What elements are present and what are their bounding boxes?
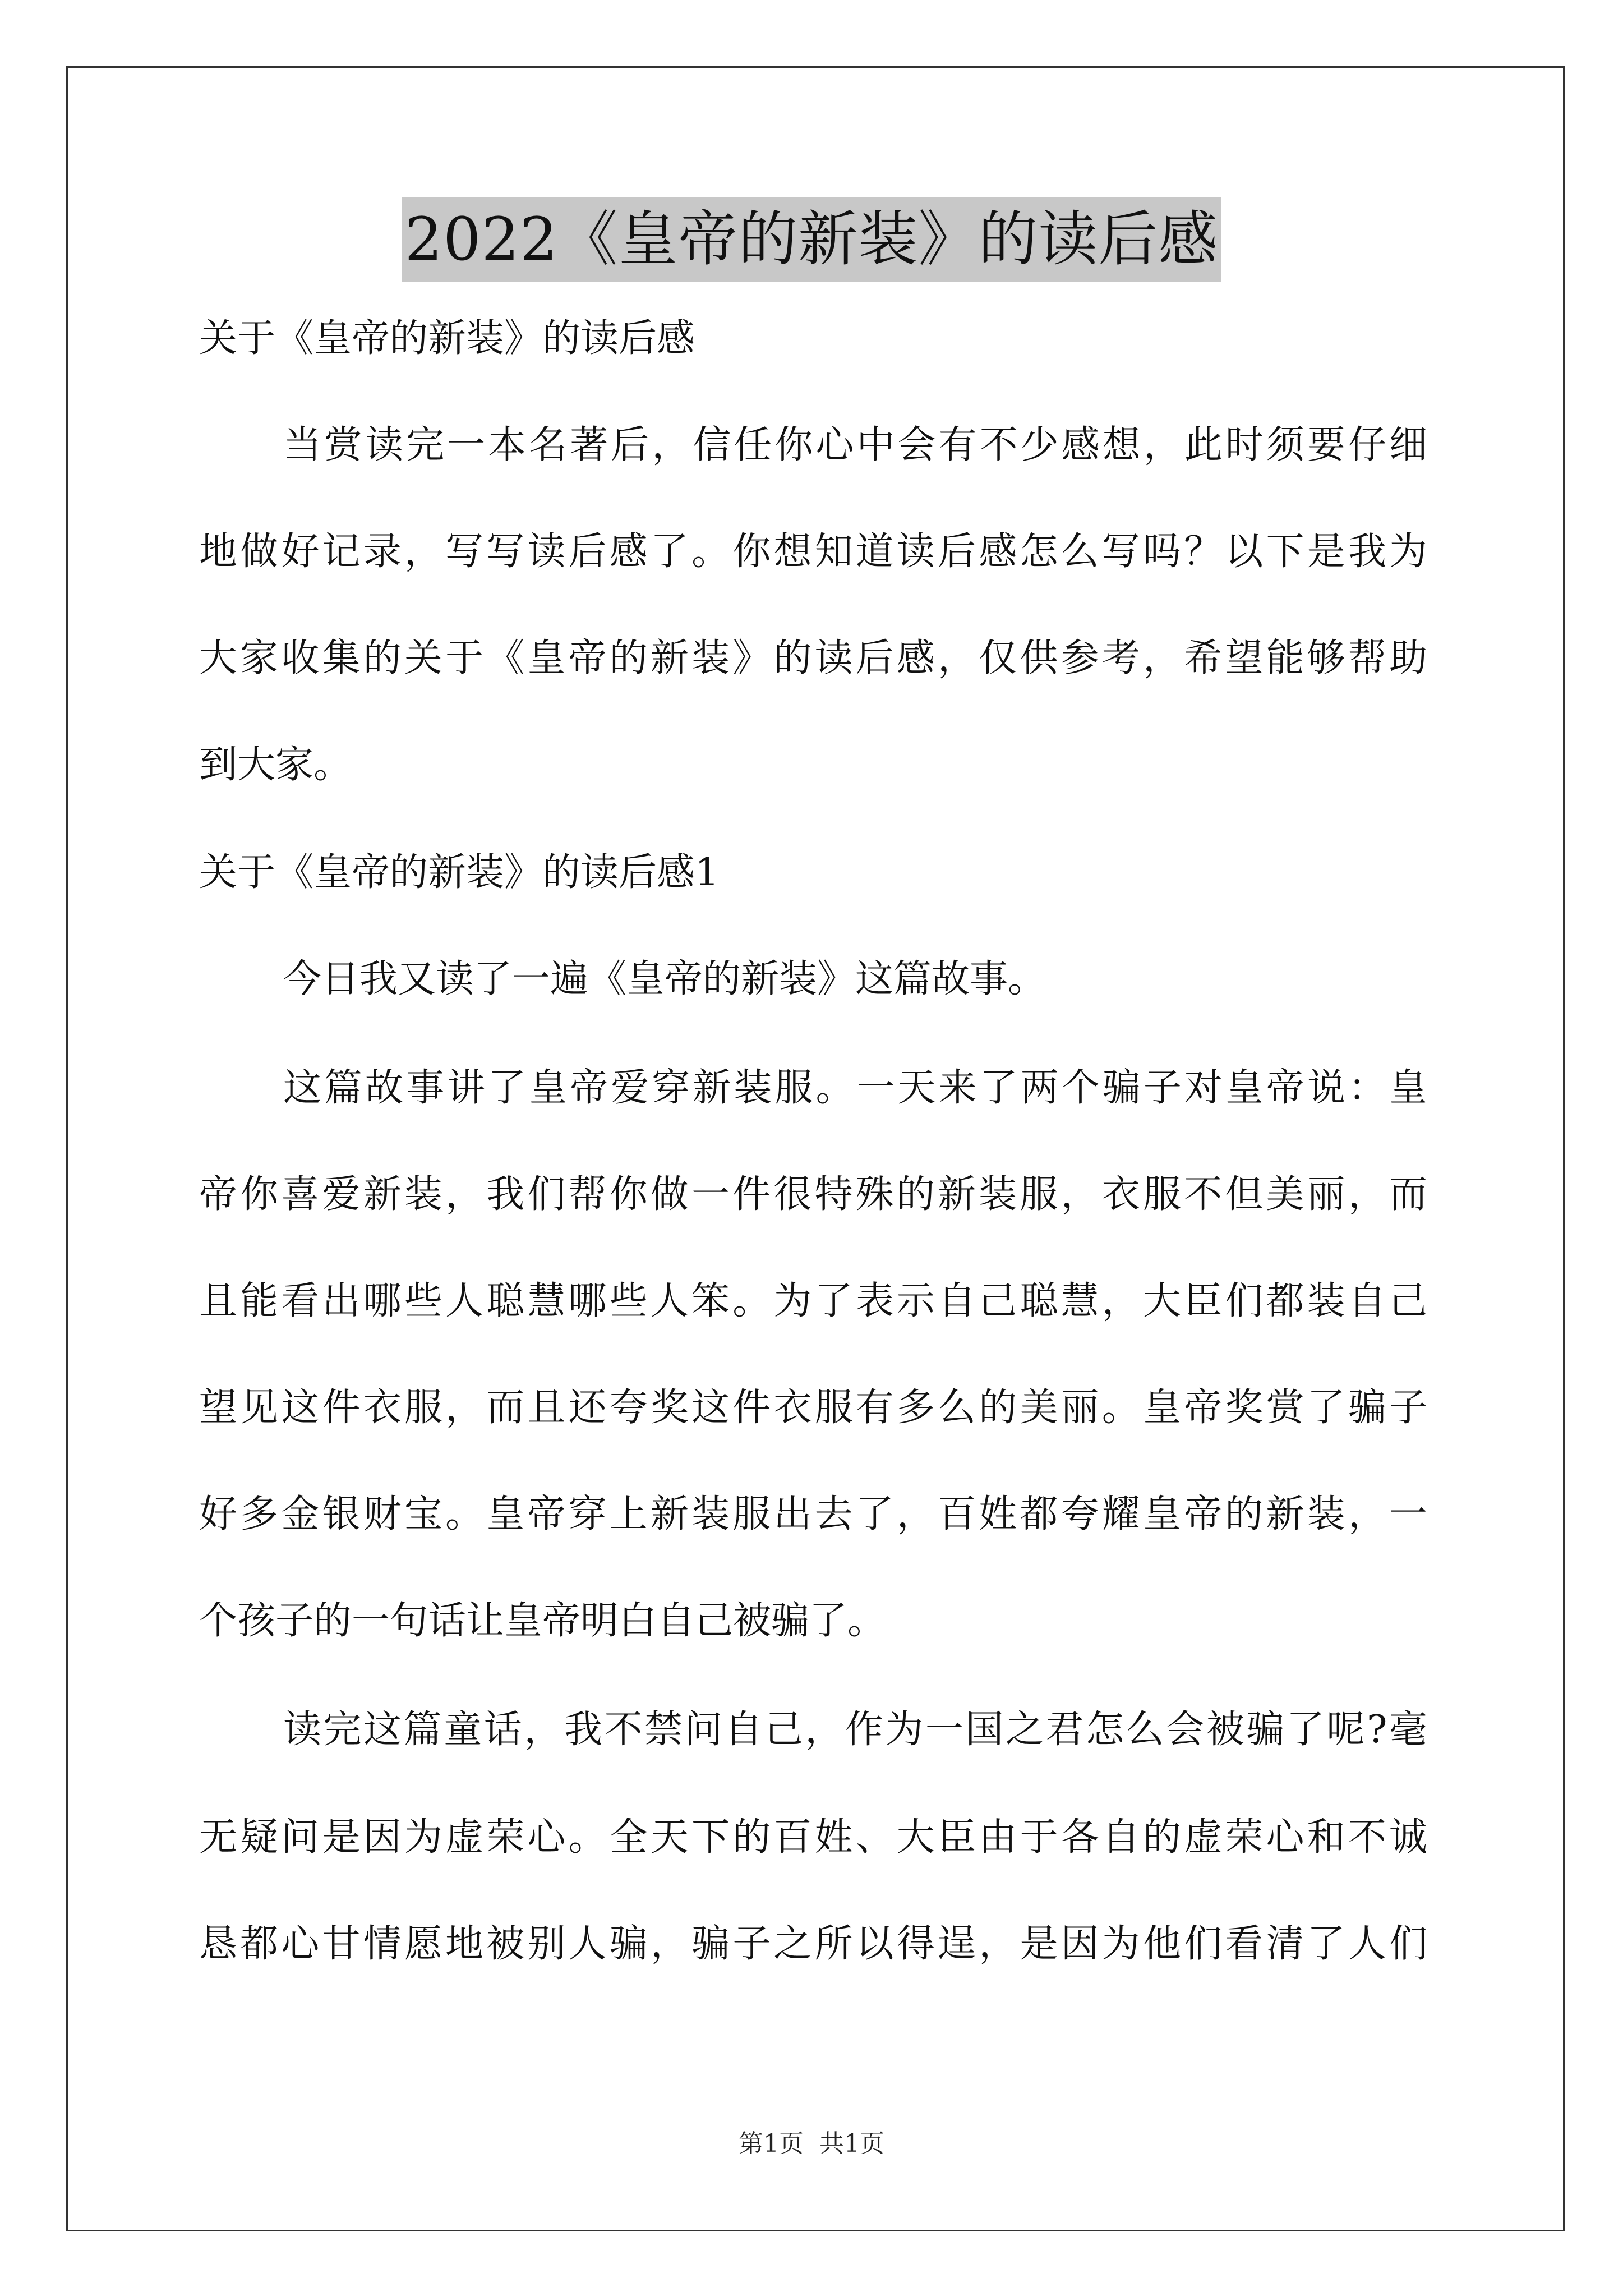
document-title: 2022《皇帝的新装》的读后感 [402,197,1222,282]
title-wrap [0,197,1623,282]
page-total: 共1页 [819,2129,884,2158]
paragraph-line: 当赏读完一本名著后，信任你心中会有不少感想，此时须要仔细 [283,423,1427,467]
paragraph-line: 个孩子的一句话让皇帝明白自己被骗了。 [199,1599,886,1643]
section-heading-line: 关于《皇帝的新装》的读后感1 [199,850,720,895]
page-number: 第1页 [739,2129,804,2158]
paragraph-line: 地做好记录，写写读后感了。你想知道读后感怎么写吗？以下是我为 [199,530,1427,574]
paragraph-line: 今日我又读了一遍《皇帝的新装》这篇故事。 [283,957,1046,1001]
paragraph-line: 读完这篇童话，我不禁问自己，作为一国之君怎么会被骗了呢?毫 [283,1708,1427,1752]
paragraph-line: 恳都心甘情愿地被别人骗，骗子之所以得逞，是因为他们看清了人们 [199,1922,1427,1966]
paragraph-line: 这篇故事讲了皇帝爱穿新装服。一天来了两个骗子对皇帝说：皇 [283,1066,1427,1110]
paragraph-line: 帝你喜爱新装，我们帮你做一件很特殊的新装服，衣服不但美丽，而 [199,1172,1427,1217]
page-border [66,66,1565,2231]
paragraph-line: 且能看出哪些人聪慧哪些人笨。为了表示自己聪慧，大臣们都装自己 [199,1279,1427,1323]
heading-line: 关于《皇帝的新装》的读后感 [199,316,695,361]
paragraph-line: 无疑问是因为虚荣心。全天下的百姓、大臣由于各自的虚荣心和不诚 [199,1815,1427,1860]
paragraph-line: 到大家。 [199,743,352,787]
page-footer [0,2127,1623,2161]
paragraph-line: 好多金银财宝。皇帝穿上新装服出去了，百姓都夸耀皇帝的新装，一 [199,1492,1427,1536]
paragraph-line: 大家收集的关于《皇帝的新装》的读后感，仅供参考，希望能够帮助 [199,636,1427,680]
paragraph-line: 望见这件衣服，而且还夸奖这件衣服有多么的美丽。皇帝奖赏了骗子 [199,1386,1427,1430]
